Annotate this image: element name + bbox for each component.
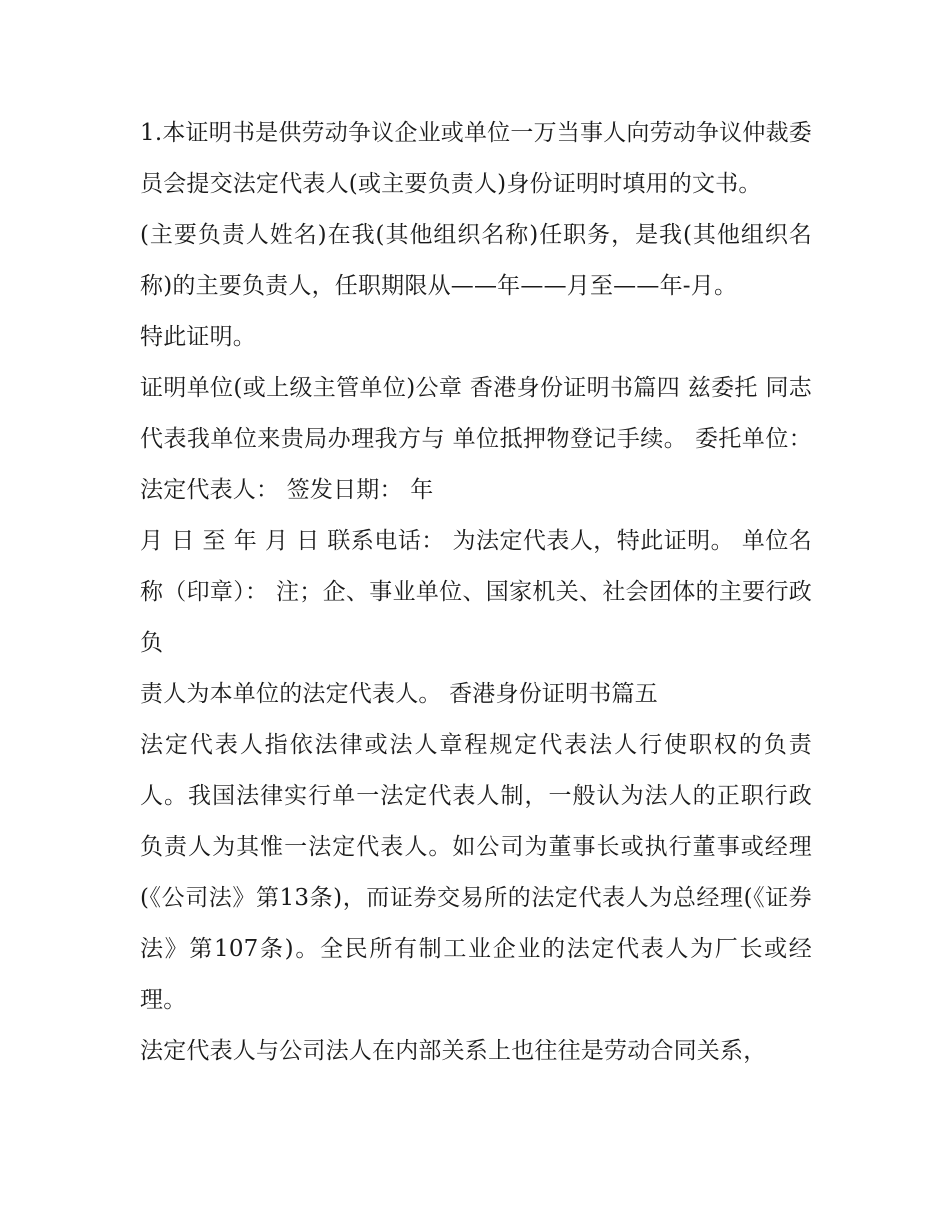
document-body — [140, 108, 820, 1077]
paragraph-5: 月 日 至 年 月 日 联系电话： 为法定代表人，特此证明。 单位名称（印章）： 注；企、事业单位、国家机关、社会团体的主要行政负 — [140, 528, 812, 656]
paragraph-4: 证明单位(或上级主管单位)公章 香港身份证明书篇四 兹委托 同志代表我单位来贵局办理我方与 单位抵押物登记手续。 委托单位： 法定代表人： 签发日期： 年 — [140, 375, 820, 503]
paragraph-8: 法定代表人与公司法人在内部关系上也往往是劳动合同关系， — [140, 1038, 767, 1064]
paragraph-3: 特此证明。 — [140, 324, 256, 350]
paragraph-7: 法定代表人指依法律或法人章程规定代表法人行使职权的负责人。我国法律实行单一法定代表人制，一般认为法人的正职行政负责人为其惟一法定代表人。如公司为董事长或执行董事或经理(《公司法》第13条)，而证券交易所的法定代表人为总经理(《证券法》第107条)。全民所有制工业企业的法定代表人为厂长或经理。 — [140, 732, 812, 1013]
paragraph-1: 1.本证明书是供劳动争议企业或单位一万当事人向劳动争议仲裁委员会提交法定代表人(或主要负责人)身份证明时填用的文书。 — [140, 120, 812, 197]
paragraph-6: 责人为本单位的法定代表人。 香港身份证明书篇五 — [140, 681, 658, 707]
paragraph-2: (主要负责人姓名)在我(其他组织名称)任职务，是我(其他组织名称)的主要负责人，任职期限从——年——月至——年-月。 — [140, 222, 812, 299]
